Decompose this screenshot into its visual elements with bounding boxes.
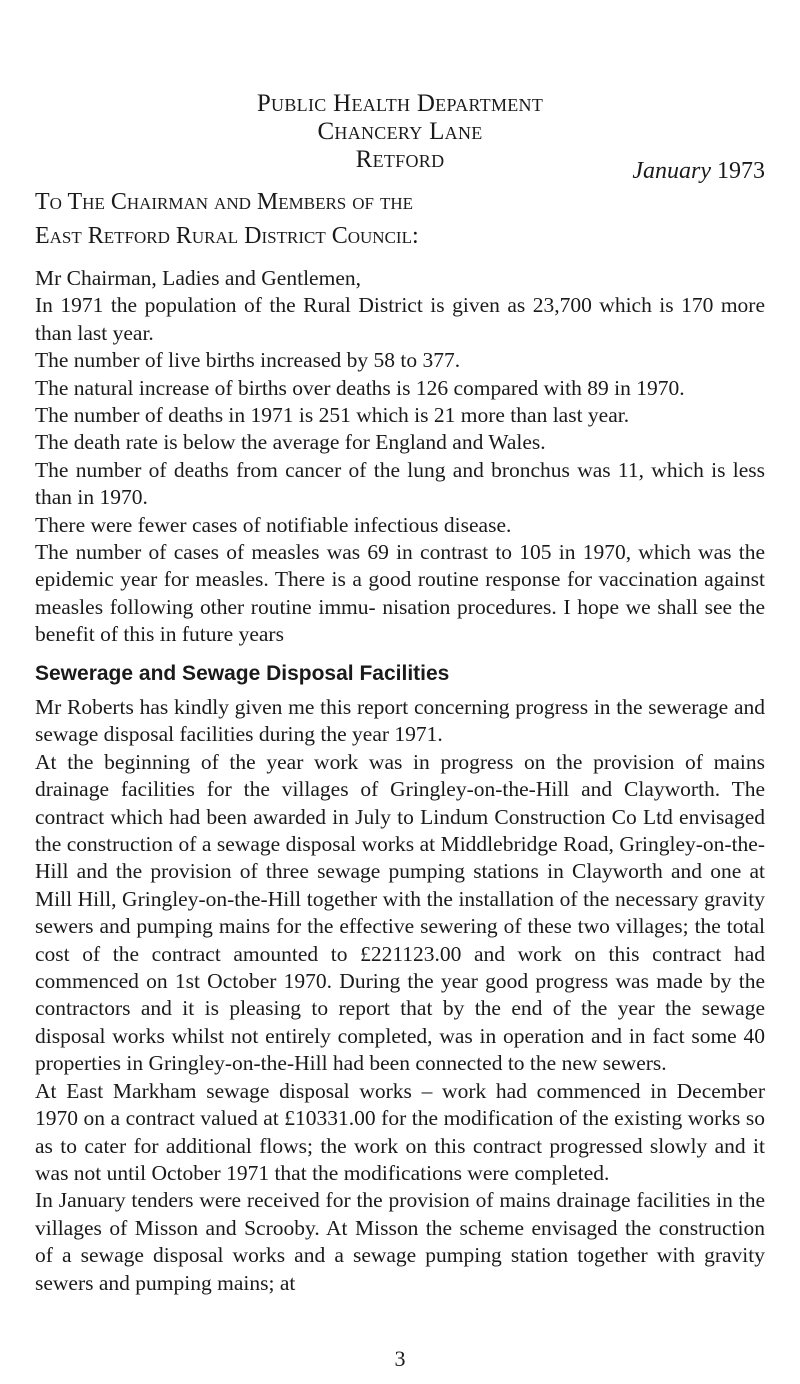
section-paragraph: In January tenders were received for the provision of mains drainage facilities in the villages of Misson and Scrooby. At Misson the scheme envisaged the construction of a sewage disposal works and a sewage pumping station together with gravity sewers and pumping mains; at [35,1188,765,1295]
intro-paragraph: The natural increase of births over deaths is 126 compared with 89 in 1970. [35,375,685,400]
intro-paragraph: There were fewer cases of notifiable infectious disease. [35,512,512,537]
section-paragraph: Mr Roberts has kindly given me this report concerning progress in the sewerage and sewage disposal facilities during the year 1971. [35,695,765,747]
section-heading: Sewerage and Sewage Disposal Facilities [35,662,450,685]
salutation: Mr Chairman, Ladies and Gentlemen, [35,266,361,290]
addressee-line-1: To The Chairman and Members of the [35,189,414,215]
intro-paragraph: The number of deaths in 1971 is 251 which is 21 more than last year. [35,403,630,428]
date-month: January [632,158,711,184]
header-town: Retford [355,146,445,173]
intro-paragraph: In 1971 the population of the Rural District is given as 23,700 which is 170 more than last year. [35,293,765,345]
intro-paragraph: The number of live births increased by 58 to 377. [35,348,461,373]
intro-paragraph: The number of cases of measles was 69 in contrast to 105 in 1970, which was the epidemic year for measles. There is a good routine response for vaccination against measles following other routine immu- nisation procedures. I hope we shall see the benefit of this in future years [35,540,765,647]
intro-paragraph: The number of deaths from cancer of the lung and bronchus was 11, which is less than in 1970. [35,457,765,510]
section-paragraph: At East Markham sewage disposal works – work had commenced in December 1970 on a contract valued at £10331.00 for the modification of the existing works so as to cater for additional flows; the work on this contract progressed slowly and it was not until October 1971 that the modifications were completed. [35,1078,765,1185]
section-paragraph: At the beginning of the year work was in progress on the provision of mains drainage facilities for the villages of Gringley-on-the-Hill and Clayworth. The contract which had been awarded in July to Lindum Construction Co Ltd envisaged the construction of a sewage disposal works at Middlebridge Road, Gringley-on-the-Hill and the provision of three sewage pumping stations in Clayworth and one at Mill Hill, Gringley-on-the-Hill together with the installation of the necessary gravity sewers and pumping mains for the effective sewering of these two villages; the total cost of the contract amounted to £221123.00 and work on this contract had commenced on 1st October 1970. During the year good progress was made by the contractors and it is pleasing to report that by the end of the year the sewage disposal works whilst not entirely completed, was in operation and in fact some 40 properties in Gringley-on-the-Hill had been connected to the new sewers. [35,749,765,1076]
date-year: 1973 [717,158,765,184]
letter-date [632,158,765,185]
page-number: 3 [394,1346,406,1371]
header-department: Public Health Department [256,90,544,117]
letter-body-sewerage [35,694,765,1297]
letter-body-intro [35,265,765,649]
header-street: Chancery Lane [317,118,483,145]
addressee-line-2: East Retford Rural District Council: [35,223,419,249]
intro-paragraph: The death rate is below the average for England and Wales. [35,430,546,455]
